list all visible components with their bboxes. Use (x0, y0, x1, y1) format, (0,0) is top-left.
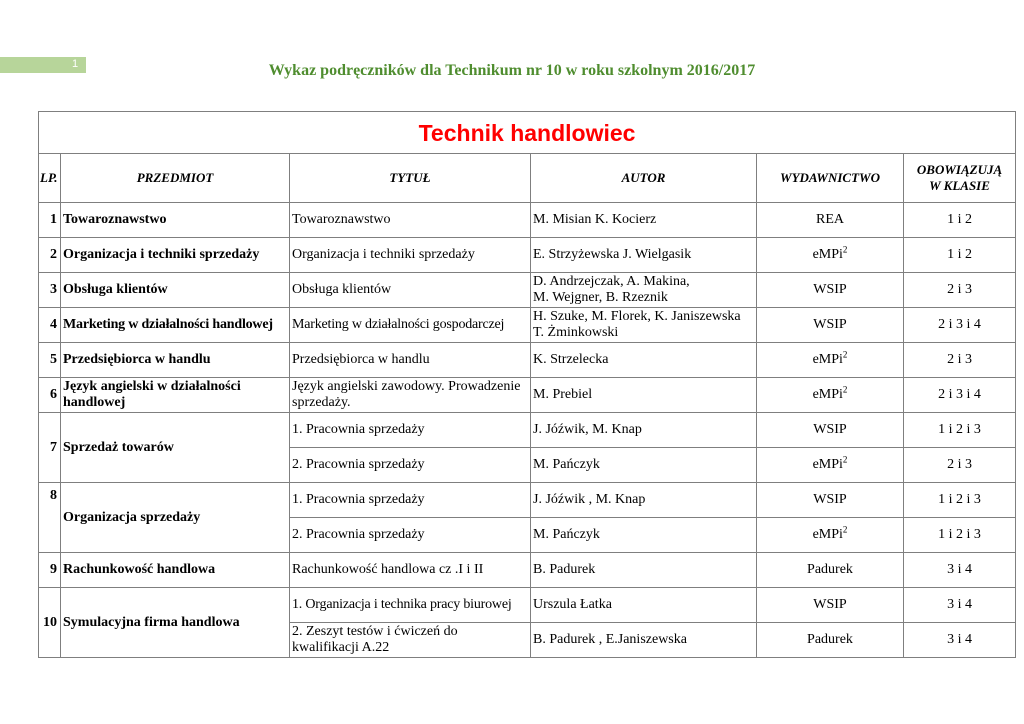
row-author: E. Strzyżewska J. Wielgasik (531, 238, 757, 273)
row-subject: Organizacja i techniki sprzedaży (61, 238, 290, 273)
author-line: M. Wejgner, B. Rzeznik (533, 290, 668, 305)
table-row (39, 308, 1016, 343)
row-classes: 3 i 4 (904, 588, 1016, 623)
row-author: M. Pańczyk (531, 518, 757, 553)
row-author: Urszula Łatka (531, 588, 757, 623)
title-line: 2. Zeszyt testów i ćwiczeń do (292, 624, 458, 639)
row-publisher: Padurek (757, 553, 904, 588)
row-title: 1. Pracownia sprzedaży (290, 413, 531, 448)
row-title: 2. Pracownia sprzedaży (290, 518, 531, 553)
table-title: Technik handlowiec (39, 112, 1016, 154)
row-classes: 3 i 4 (904, 553, 1016, 588)
row-title: Obsługa klientów (290, 273, 531, 308)
author-line: H. Szuke, M. Florek, K. Janiszewska (533, 309, 741, 324)
row-author: B. Padurek (531, 553, 757, 588)
row-lp: 3 (39, 273, 61, 308)
author-line: D. Andrzejczak, A. Makina, (533, 274, 690, 289)
row-author: J. Jóźwik , M. Knap (531, 483, 757, 518)
row-lp: 8 (39, 483, 61, 553)
title-line: sprzedaży. (292, 395, 351, 410)
row-subject: Marketing w działalności handlowej (61, 308, 290, 343)
row-publisher (757, 238, 904, 273)
row-title: Towaroznawstwo (290, 203, 531, 238)
subject-line: Język angielski w działalności (63, 379, 241, 394)
title-line: kwalifikacji A.22 (292, 640, 390, 655)
row-publisher (757, 518, 904, 553)
row-subject: Sprzedaż towarów (61, 413, 290, 483)
footnote-marker: 2 (842, 454, 848, 465)
row-title: Marketing w działalności gospodarczej (290, 308, 531, 343)
row-classes: 1 i 2 (904, 203, 1016, 238)
row-publisher: WSIP (757, 308, 904, 343)
publisher-name: eMPi (812, 247, 843, 262)
row-lp: 9 (39, 553, 61, 588)
table-row (39, 238, 1016, 273)
col-header-title: TYTUŁ (290, 154, 531, 203)
row-subject (61, 378, 290, 413)
row-classes: 3 i 4 (904, 623, 1016, 658)
row-publisher (757, 448, 904, 483)
document-header: Wykaz podręczników dla Technikum nr 10 w roku szkolnym 2016/2017 (268, 62, 756, 79)
footnote-marker: 2 (842, 349, 848, 360)
row-title: Rachunkowość handlowa cz .I i II (290, 553, 531, 588)
row-title: 1. Pracownia sprzedaży (290, 483, 531, 518)
row-lp: 5 (39, 343, 61, 378)
row-subject: Organizacja sprzedaży (61, 483, 290, 553)
publisher-name: eMPi (812, 527, 843, 542)
row-classes: 2 i 3 (904, 273, 1016, 308)
row-author: B. Padurek , E.Janiszewska (531, 623, 757, 658)
row-author: M. Prebiel (531, 378, 757, 413)
row-classes: 1 i 2 i 3 (904, 413, 1016, 448)
textbook-table (38, 111, 1016, 658)
col-header-lp: LP. (39, 154, 61, 203)
table-row (39, 588, 1016, 623)
row-classes: 1 i 2 i 3 (904, 483, 1016, 518)
row-author (531, 308, 757, 343)
publisher-name: eMPi (812, 387, 843, 402)
row-classes: 1 i 2 i 3 (904, 518, 1016, 553)
row-lp: 1 (39, 203, 61, 238)
row-lp: 10 (39, 588, 61, 658)
col-header-classes-line1: OBOWIĄZUJĄ (916, 162, 1003, 177)
row-publisher: WSIP (757, 588, 904, 623)
row-lp: 6 (39, 378, 61, 413)
publisher-name: eMPi (812, 352, 843, 367)
table-row (39, 553, 1016, 588)
table-row (39, 343, 1016, 378)
row-author: M. Misian K. Kocierz (531, 203, 757, 238)
title-line: Język angielski zawodowy. Prowadzenie (292, 379, 521, 394)
row-publisher: REA (757, 203, 904, 238)
row-title: 2. Pracownia sprzedaży (290, 448, 531, 483)
col-header-subject: PRZEDMIOT (61, 154, 290, 203)
row-title (290, 378, 531, 413)
row-classes: 2 i 3 (904, 343, 1016, 378)
row-title: Przedsiębiorca w handlu (290, 343, 531, 378)
footnote-marker: 2 (842, 244, 848, 255)
row-subject: Przedsiębiorca w handlu (61, 343, 290, 378)
row-author: J. Jóźwik, M. Knap (531, 413, 757, 448)
row-lp: 2 (39, 238, 61, 273)
row-publisher (757, 378, 904, 413)
row-title: 1. Organizacja i technika pracy biurowej (290, 588, 531, 623)
table-row (39, 273, 1016, 308)
col-header-author: AUTOR (531, 154, 757, 203)
row-publisher: WSIP (757, 273, 904, 308)
page-number: 1 (72, 58, 79, 70)
row-lp: 4 (39, 308, 61, 343)
table-row (39, 413, 1016, 448)
row-publisher: WSIP (757, 483, 904, 518)
table-row (39, 483, 1016, 518)
row-subject: Towaroznawstwo (61, 203, 290, 238)
table-header-row (39, 154, 1016, 203)
row-subject: Rachunkowość handlowa (61, 553, 290, 588)
row-classes: 2 i 3 i 4 (904, 378, 1016, 413)
row-title: Organizacja i techniki sprzedaży (290, 238, 531, 273)
subject-line: handlowej (63, 395, 126, 410)
author-line: T. Żminkowski (533, 325, 619, 340)
row-author: K. Strzelecka (531, 343, 757, 378)
row-publisher: WSIP (757, 413, 904, 448)
col-header-publisher: WYDAWNICTWO (757, 154, 904, 203)
footnote-marker: 2 (842, 384, 848, 395)
row-title (290, 623, 531, 658)
row-publisher: Padurek (757, 623, 904, 658)
footnote-marker: 2 (842, 524, 848, 535)
publisher-name: eMPi (812, 457, 843, 472)
row-publisher (757, 343, 904, 378)
row-subject: Symulacyjna firma handlowa (61, 588, 290, 658)
row-lp: 7 (39, 413, 61, 483)
row-classes: 2 i 3 (904, 448, 1016, 483)
row-classes: 2 i 3 i 4 (904, 308, 1016, 343)
row-classes: 1 i 2 (904, 238, 1016, 273)
row-author (531, 273, 757, 308)
table-row (39, 378, 1016, 413)
row-subject: Obsługa klientów (61, 273, 290, 308)
col-header-classes-line2: W KLASIE (929, 178, 990, 193)
table-row (39, 203, 1016, 238)
col-header-classes (904, 154, 1016, 203)
row-author: M. Pańczyk (531, 448, 757, 483)
